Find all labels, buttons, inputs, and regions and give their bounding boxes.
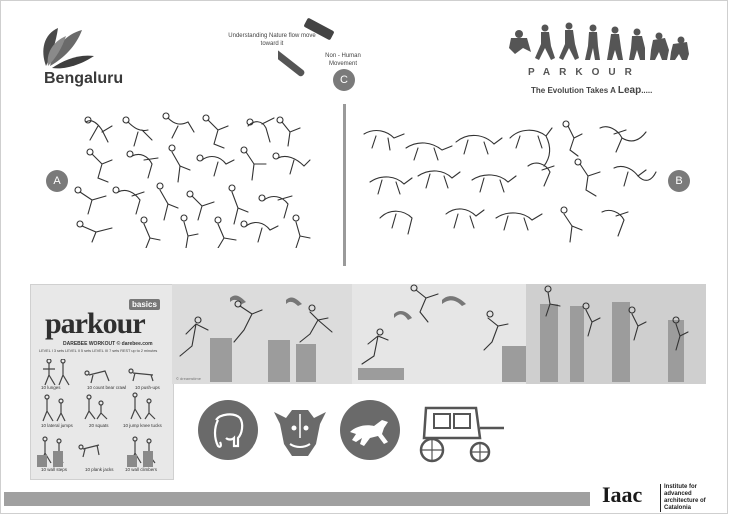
exercise-label: 10 plank jacks	[85, 467, 114, 472]
exercise-label: 20 squats	[89, 423, 109, 428]
stock-watermark: © dreamstime	[176, 376, 201, 381]
horse-icon	[338, 398, 402, 462]
footer-bar	[4, 492, 590, 506]
elephant-icon	[196, 398, 260, 462]
poster-levels: LEVEL I 3 sets LEVEL II 5 sets LEVEL III 7 sets REST up to 2 minutes	[39, 349, 158, 353]
iaac-logo: Iaac	[602, 482, 643, 507]
tagline-suffix: .....	[641, 86, 653, 95]
tagline-leap: Leap	[617, 85, 642, 96]
exercise-label: 10 wall climbers	[125, 467, 158, 472]
hammer-icon	[278, 18, 342, 78]
exercise-label: 10 jump knee tucks	[123, 423, 162, 428]
logo-divider	[660, 484, 661, 512]
parkour-moves-strip	[172, 284, 706, 384]
exercise-label: 10 lunges	[41, 385, 61, 390]
label-a: A	[46, 170, 68, 192]
brand-name: Bengaluru	[44, 70, 124, 87]
section-divider	[343, 104, 346, 266]
exercise-label: 10 wall steps	[41, 467, 68, 472]
label-c: C	[333, 69, 355, 91]
evolution-tagline	[531, 85, 652, 96]
poster-subtitle: DAREBEE WORKOUT © darebee.com	[63, 341, 153, 347]
label-b: B	[668, 170, 690, 192]
cow-icon	[268, 398, 332, 462]
nature-caption: Understanding Nature flow move toward it	[228, 33, 316, 47]
animal-movement-sketches	[360, 118, 660, 248]
exercise-label: 10 count bear crawl	[87, 385, 127, 390]
parkour-wordmark: PARKOUR	[528, 67, 641, 78]
bengaluru-logo	[38, 20, 98, 72]
evolution-silhouettes	[505, 18, 690, 64]
poster-badge: basics	[129, 299, 160, 310]
nonhuman-caption: Non - Human Movement	[325, 53, 361, 67]
parkour-basics-poster	[30, 284, 174, 480]
poster-title: parkour	[45, 307, 145, 340]
institute-name: Institute for advanced architecture of Catalonia	[664, 484, 706, 511]
exercise-label: 10 lateral jumps	[41, 423, 73, 428]
carriage-icon	[406, 398, 506, 464]
leaf-logo-icon	[38, 20, 98, 72]
human-movement-sketches	[68, 108, 328, 248]
exercise-grid	[35, 359, 169, 477]
exercise-label: 10 push-ups	[135, 385, 160, 390]
tagline-prefix: The Evolution Takes A	[531, 86, 616, 95]
